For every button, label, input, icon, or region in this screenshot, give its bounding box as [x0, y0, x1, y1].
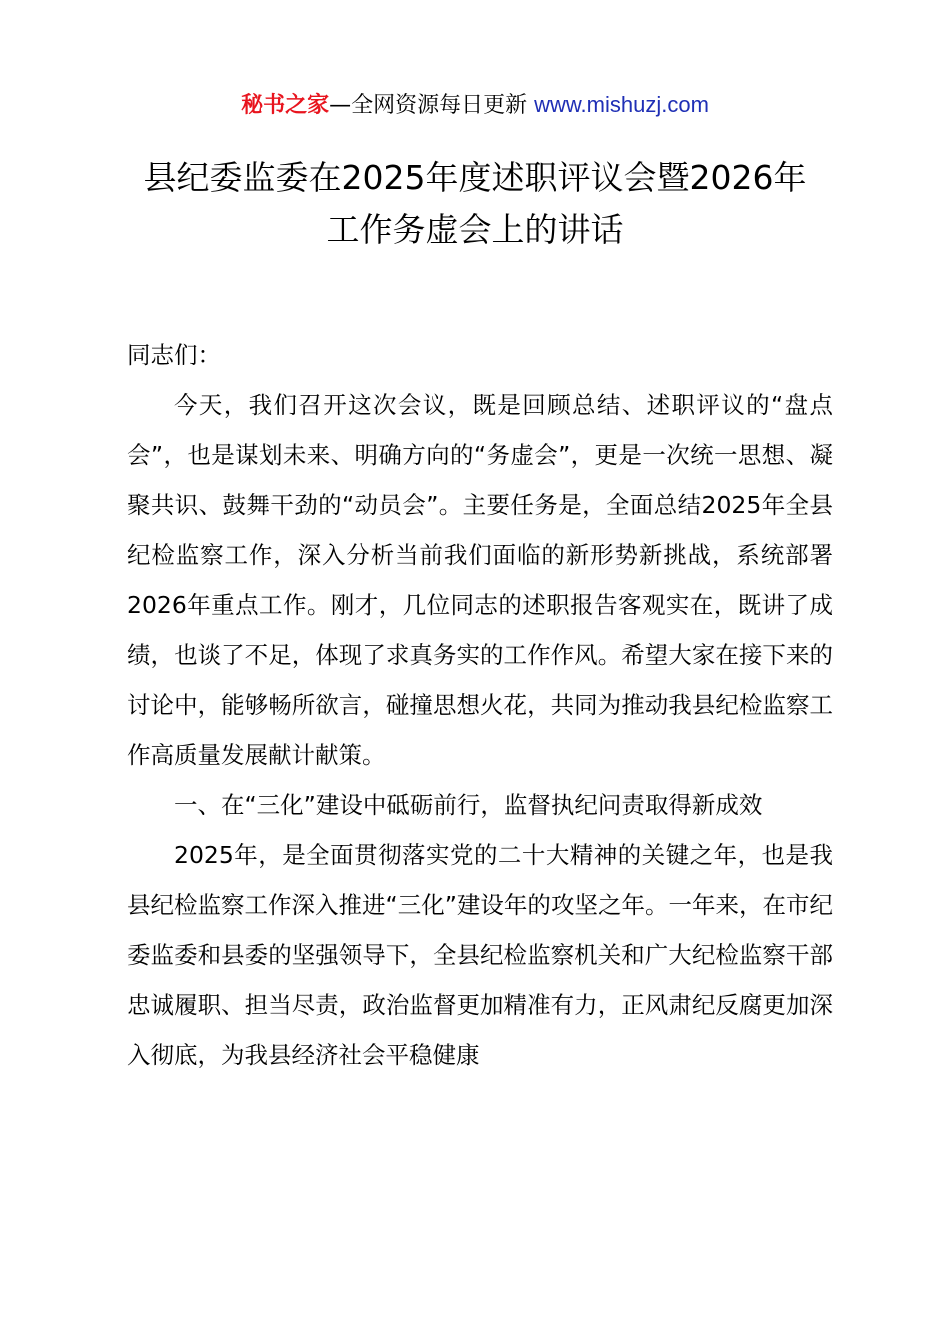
paragraph-section-1: 2025年，是全面贯彻落实党的二十大精神的关键之年，也是我县纪检监察工作深入推进“三化”建设年的攻坚之年。一年来，在市纪委监委和县委的坚强领导下，全县纪检监察机关和广大纪检监察干部忠诚履职、担当尽责，政治监督更加精准有力，正风肃纪反腐更加深入彻底，为我县经济社会平稳健康 [127, 841, 833, 1069]
section-heading-1: 一、在“三化”建设中砥砺前行，监督执纪问责取得新成效 [174, 791, 763, 819]
salutation: 同志们： [127, 341, 221, 369]
brand-name: 秘书之家 [241, 93, 330, 118]
document-title [100, 152, 850, 256]
site-url-link[interactable]: www.mishuzj.com [534, 92, 709, 117]
title-line-2: 工作务虚会上的讲话 [326, 210, 624, 249]
title-line-1: 县纪委监委在2025年度述职评议会暨2026年 [143, 158, 807, 197]
watermark-header [0, 88, 950, 123]
paragraph-intro: 今天，我们召开这次会议，既是回顾总结、述职评议的“盘点会”，也是谋划未来、明确方向的“务虚会”，更是一次统一思想、凝聚共识、鼓舞干劲的“动员会”。主要任务是，全面总结2025年全县纪检监察工作，深入分析当前我们面临的新形势新挑战，系统部署2026年重点工作。刚才，几位同志的述职报告客观实在，既讲了成绩，也谈了不足，体现了求真务实的工作作风。希望大家在接下来的讨论中，能够畅所欲言，碰撞思想火花，共同为推动我县纪检监察工作高质量发展献计献策。 [127, 391, 833, 769]
document-body [127, 330, 833, 1080]
header-tagline: —全网资源每日更新 [329, 93, 535, 118]
